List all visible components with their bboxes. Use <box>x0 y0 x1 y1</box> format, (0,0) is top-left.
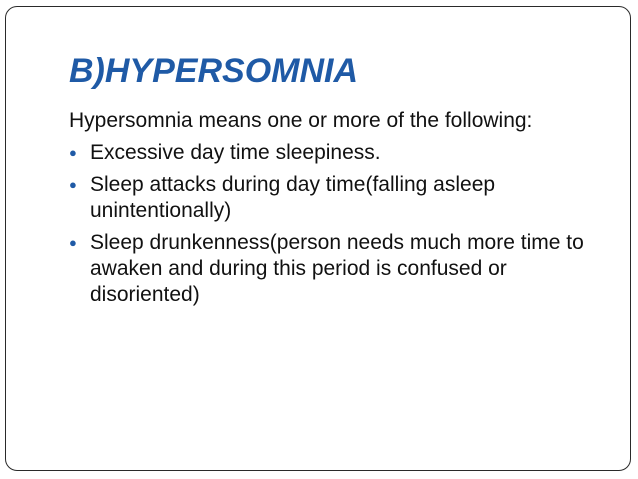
intro-text: Hypersomnia means one or more of the following: <box>69 109 533 132</box>
bullet-icon: ● <box>69 145 77 160</box>
bullet-text: Sleep attacks during day time(falling asleep unintentionally) <box>90 173 496 222</box>
bullet-list <box>69 140 609 308</box>
bullet-item <box>69 230 609 308</box>
bullet-icon: ● <box>69 177 77 192</box>
slide-body <box>69 108 609 314</box>
slide-title: B)HYPERSOMNIA <box>69 52 359 90</box>
bullet-item <box>69 140 609 166</box>
bullet-item <box>69 172 609 224</box>
bullet-text: Excessive day time sleepiness. <box>90 141 381 164</box>
bullet-icon: ● <box>69 235 77 250</box>
bullet-text: Sleep drunkenness(person needs much more time to awaken and during this period is confused or disoriented) <box>90 231 584 306</box>
